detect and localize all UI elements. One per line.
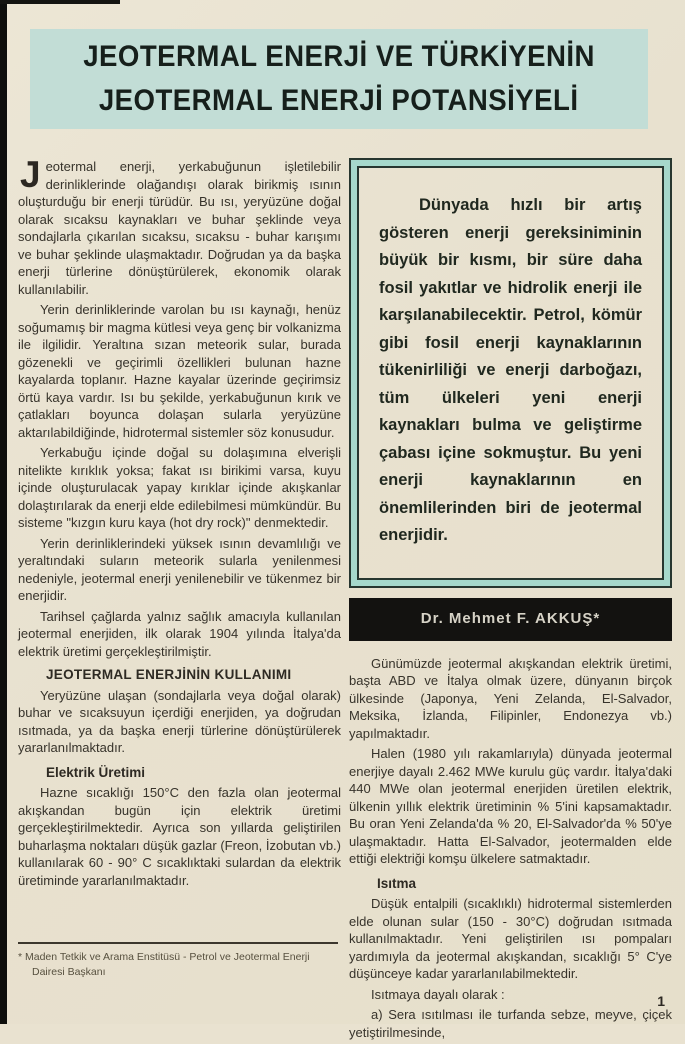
footnote-divider (18, 942, 338, 944)
scan-edge-top (0, 0, 120, 4)
paragraph-greenhouse-item: a) Sera ısıtılması ile turfanda sebze, meyve, çiçek yetiştirilmesinde, (349, 1007, 672, 1040)
article-title-line-2: JEOTERMAL ENERJİ POTANSİYELİ (99, 84, 579, 117)
drop-cap: J (20, 154, 41, 195)
scan-edge-strip (0, 0, 7, 1024)
page-number: 1 (657, 993, 665, 1009)
heading-isitma: Isıtma (377, 875, 417, 891)
paragraph-intro (18, 154, 341, 298)
paragraph-installed-capacity: Halen (1980 yılı rakamlarıyla) dünyada jeotermal enerjiye dayalı 2.462 MWe kurulu güç vardır. İtalya'daki 440 MWe olan jeotermal enerjiden üretilen elektrik, ülkenin yıllık elektrik üretiminin % 5'ini kapsamaktadır. Bu oran Yeni Zelanda'da % 20, El-Salvador'da % 50'ye ulaşmaktadır. Hatta El-Salvador, jeotermalden elde ettiği elektriği komşu ülkelere satmaktadır. (349, 746, 672, 866)
left-column (18, 154, 342, 892)
author-name: Dr. Mehmet F. AKKUŞ* (420, 610, 601, 628)
paragraph-world-production: Günümüzde jeotermal akışkandan elektrik üretimi, başta ABD ve İtalya olmak üzere, dünyanın birçok ülkesinde (Japonya, Yeni Zelanda, El-Salvador, Meksika, İzlanda, Filipinler, Endonezya vb.) yapılmaktadır. (349, 655, 672, 741)
footnote-block (18, 942, 340, 980)
paragraph-heating: Düşük entalpili (sıcaklıklı) hidrotermal sistemlerden elde olunan sular (150 - 30°C) doğrudan ısıtmada kullanılmaktadır. Yeni geliştirilen ısı pompaları yardımıyla da jeotermal akışkandan, sıcaklığı 5° C'ye düşünceye kadar yararlanılabilmektedir. (349, 896, 672, 981)
author-bar (349, 598, 672, 641)
paragraph-usage: Yeryüzüne ulaşan (sondajlarla veya doğal olarak) buhar ve sıcaksuyun içerdiği enerjiden, ya doğrudan ısıtmada, ya da başka enerji türlerine dönüştürülerek yararlanılmaktadır. (18, 687, 341, 755)
paragraph-renewable: Yerin derinliklerindeki yüksek ısının devamlılığı ve yeraltındaki suların meteorik sularla yenilenmesi nedeniyle, jeotermal enerji yenilenebilir ve tükenmez bir enerjidir. (18, 535, 341, 603)
heading-kullanim: JEOTERMAL ENERJİNİN KULLANIMI (46, 667, 292, 682)
paragraph-heating-uses-intro: Isıtmaya dayalı olarak : (371, 986, 505, 1002)
paragraph-intro-text: eotermal enerji, yerkabuğunun işletilebilir derinliklerinde olağandışı olarak birikmiş ısının oluşturduğu bir enerji türüdür. Bu ısı, yeryüzüne doğal olarak sıcaksu kaynakları ve buhar şeklinde veya sondajlarla çıkarılan sıcaksu, sıcaksu - buhar karışımı ve buhar şeklinde ulaşmaktadır. Doğrudan ya da başka enerji türlerine dönüştürülerek, ekonomik olarak kullanılabilir. (18, 159, 341, 297)
right-column (349, 156, 672, 1044)
heading-elektrik-uretimi: Elektrik Üretimi (46, 764, 146, 780)
article-title-line-1: JEOTERMAL ENERJİ VE TÜRKİYENİN (83, 40, 595, 73)
paragraph-hot-dry-rock: Yerkabuğu içinde doğal su dolaşımına elverişli nitelikte kırıklık yoksa; fakat ısı birikimi varsa, kuyu içinde oluşturulacak yapay kırıklar içinde akışkanlar dolaştırılarak da enerji elde edilebilmesi mümkündür. Bu sisteme "kızgın kuru kaya (hot dry rock)" denmektedir. (18, 445, 341, 530)
footnote-text: * Maden Tetkik ve Arama Enstitüsü - Petrol ve Jeotermal Enerji Dairesi Başkanı (18, 951, 310, 978)
paragraph-electricity: Hazne sıcaklığı 150°C den fazla olan jeotermal akışkandan bugün için elektrik üretimi gerçekleştirilmektedir. Ayrıca son yıllarda geliştirilen buharlaşma noktaları düşük gazlar (Freon, İzobutan vb.) kullanılarak 60 - 90° C sıcaklıktaki sulardan da elektrik üretiminde yararlanılmaktadır. (18, 785, 342, 888)
paragraph-history: Tarihsel çağlarda yalnız sağlık amacıyla kullanılan jeotermal enerjiden, ilk olarak 1904 yılında İtalya'da elektrik üretimi gerçekleştirilmiştir. (18, 608, 341, 659)
article-title-banner (30, 29, 648, 129)
highlight-box (357, 166, 664, 580)
highlight-box-text: Dünyada hızlı bir artış gösteren enerji gereksiniminin büyük bir kısmı, bir süre daha fosil yakıtlar ve hidrolik enerji ile karşılanabilecektir. Petrol, kömür gibi fosil enerji kaynaklarının tükenirliliği ve enerji darboğazı, tüm ülkeleri yeni enerji kaynakları bulma ve geliştirme çabası içine sokmuştur. Bu yeni enerji kaynaklarının en önemlilerinden biri de jeotermal enerjidir. (379, 196, 642, 544)
right-column-body (349, 655, 672, 1042)
paragraph-heat-source: Yerin derinliklerinde varolan bu ısı kaynağı, henüz soğumamış bir magma kütlesi veya genç bir volkanizma ile ilgilidir. Yeraltına sızan meteorik sular, burada gözenekli ve geçirimli özellikleri bulunan hazne kayalarda toplanır. Hazne kayalar üzerinde geçirimsiz örtü kaya vardır. Isı bu şekilde, yerkabuğunun kırık ve çatlakları boyunca dolaşan sularla yeryüzüne aktarılabildiğinde, hidrotermal sistemler söz konusudur. (18, 302, 341, 440)
